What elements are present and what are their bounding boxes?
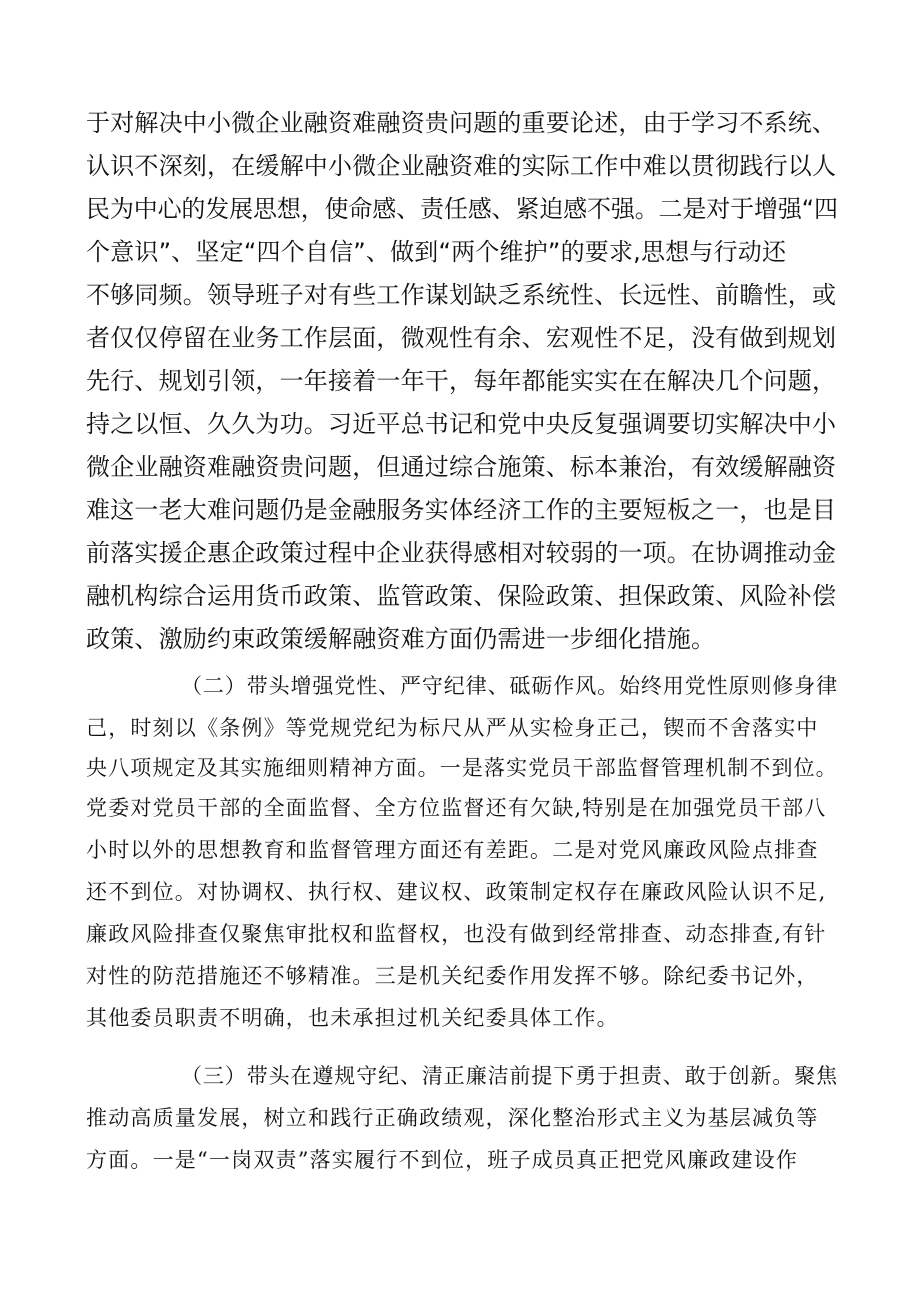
- paragraph-2-line: 央八项规定及其实施细则精神方面。一是落实党员干部监督管理机制不到位。: [86, 756, 838, 780]
- paragraph-3-heading-line: （三）带头在遵规守纪、清正廉洁前提下勇于担责、敢于创新。聚焦: [181, 1064, 838, 1088]
- paragraph-1-line: 者仅仅停留在业务工作层面，微观性有余、宏观性不足，没有做到规划: [86, 324, 837, 352]
- paragraph-1-line: 个意识”、坚定“四个自信”、做到“两个维护”的要求,思想与行动还: [86, 238, 787, 266]
- paragraph-2-line: 小时以外的思想教育和监督管理方面还有差距。二是对党风廉政风险点排查: [86, 838, 819, 862]
- paragraph-1-line: 持之以恒、久久为功。习近平总书记和党中央反复强调要切实解决中小: [86, 410, 837, 438]
- paragraph-3-line: 方面。一是“一岗双责”落实履行不到位，班子成员真正把党风廉政建设作: [86, 1148, 799, 1172]
- paragraph-1-line: 认识不深刻，在缓解中小微企业融资难的实际工作中难以贯彻践行以人: [86, 152, 837, 180]
- paragraph-2-line: 己，时刻以《条例》等党规党纪为标尺从严从实检身正己，锲而不舍落实中: [86, 716, 819, 740]
- paragraph-2-line: 党委对党员干部的全面监督、全方位监督还有欠缺,特别是在加强党员干部八: [86, 796, 827, 820]
- paragraph-1-line: 先行、规划引领，一年接着一年干，每年都能实实在在解决几个问题，: [86, 367, 837, 395]
- paragraph-2-line: 对性的防范措施还不够精准。三是机关纪委作用发挥不够。除纪委书记外，: [86, 964, 819, 988]
- paragraph-1-line: 不够同频。领导班子对有些工作谋划缺乏系统性、长远性、前瞻性，或: [86, 281, 837, 309]
- paragraph-1-line: 融机构综合运用货币政策、监管政策、保险政策、担保政策、风险补偿: [86, 582, 837, 610]
- paragraph-1-line: 难这一老大难问题仍是金融服务实体经济工作的主要短板之一，也是目: [86, 496, 837, 524]
- paragraph-1-line: 民为中心的发展思想，使命感、责任感、紧迫感不强。二是对于增强“四: [86, 195, 838, 223]
- paragraph-3-line: 推动高质量发展，树立和践行正确政绩观，深化整治形式主义为基层减负等: [86, 1106, 819, 1130]
- paragraph-2-heading-line: （二）带头增强党性、严守纪律、砥砺作风。始终用党性原则修身律: [181, 674, 838, 698]
- paragraph-2-line: 廉政风险排查仅聚焦审批权和监督权，也没有做到经常排查、动态排查,有针: [86, 922, 827, 946]
- paragraph-1-line: 于对解决中小微企业融资难融资贵问题的重要论述，由于学习不系统、: [86, 109, 837, 137]
- paragraph-1-line: 前落实援企惠企政策过程中企业获得感相对较弱的一项。在协调推动金: [86, 539, 837, 567]
- paragraph-2-line: 其他委员职责不明确，也未承担过机关纪委具体工作。: [86, 1006, 619, 1030]
- paragraph-1-line: 政策、激励约束政策缓解融资难方面仍需进一步细化措施。: [86, 625, 716, 653]
- paragraph-2-line: 还不到位。对协调权、执行权、建议权、政策制定权存在廉政风险认识不足,: [86, 880, 827, 904]
- paragraph-1-line: 微企业融资难融资贵问题，但通过综合施策、标本兼治，有效缓解融资: [86, 453, 837, 481]
